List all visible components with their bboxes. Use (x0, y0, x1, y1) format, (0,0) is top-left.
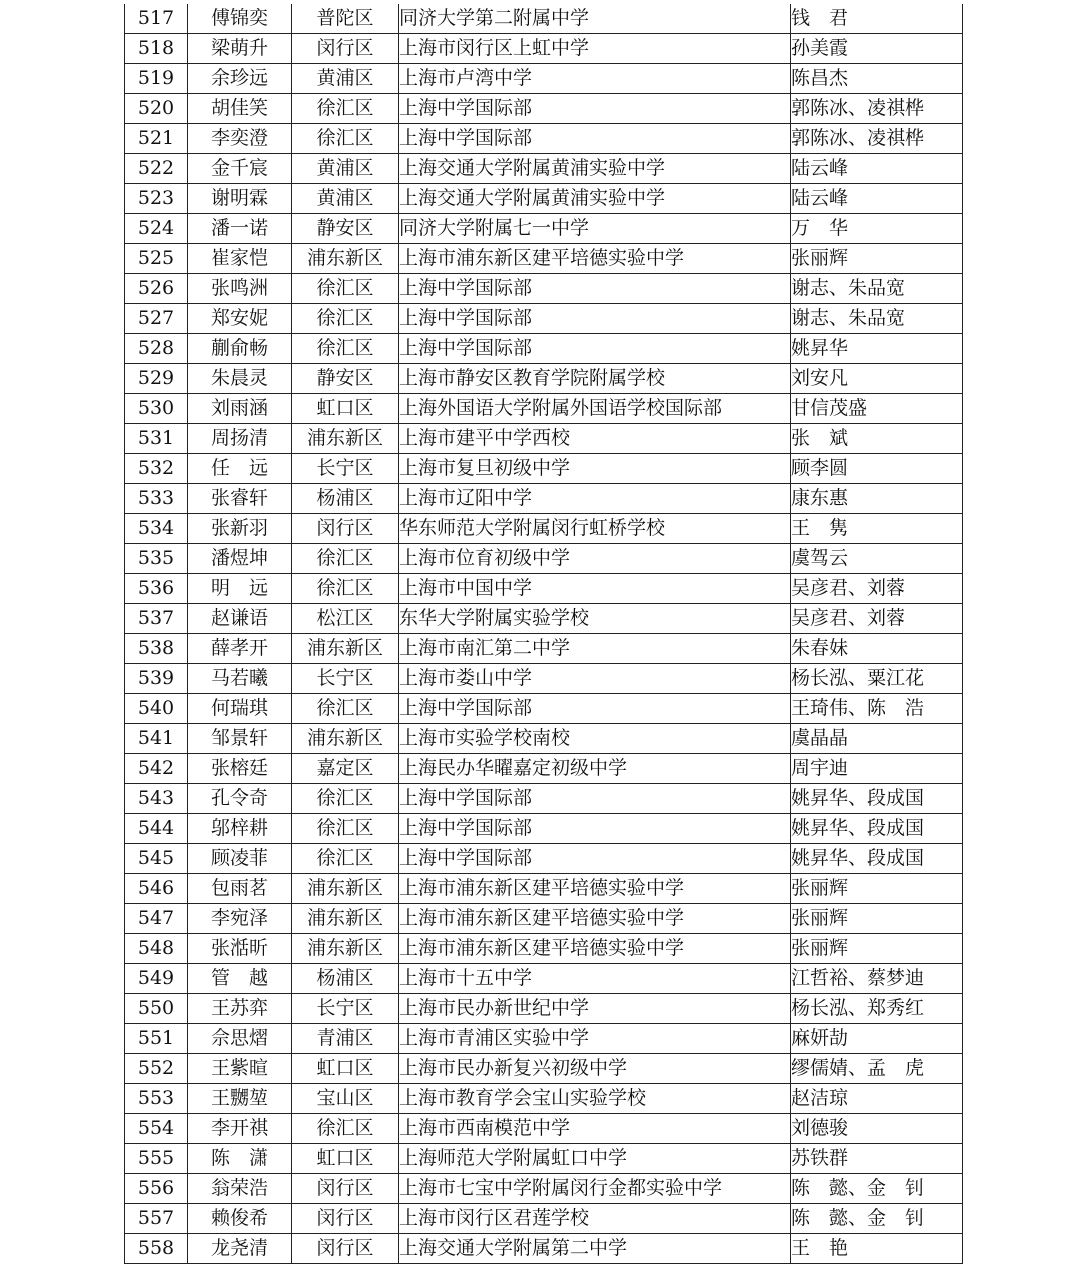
table-row (125, 304, 963, 334)
student-name-cell: 翁荣浩 (188, 1174, 292, 1204)
school-name-cell: 上海市浦东新区建平培德实验中学 (399, 874, 791, 904)
row-number-cell: 517 (125, 4, 188, 34)
row-number-cell: 547 (125, 904, 188, 934)
school-name-cell: 上海市建平中学西校 (399, 424, 791, 454)
row-number-cell: 548 (125, 934, 188, 964)
district-cell: 长宁区 (292, 454, 399, 484)
district-cell: 闵行区 (292, 1174, 399, 1204)
school-name-cell: 上海市位育初级中学 (399, 544, 791, 574)
school-name-cell: 上海市浦东新区建平培德实验中学 (399, 934, 791, 964)
table-row (125, 1084, 963, 1114)
student-name-cell: 朱晨灵 (188, 364, 292, 394)
table-row (125, 904, 963, 934)
table-row (125, 724, 963, 754)
student-name-cell: 张睿轩 (188, 484, 292, 514)
teacher-name-cell: 朱春妹 (791, 634, 963, 664)
row-number-cell: 518 (125, 34, 188, 64)
district-cell: 闵行区 (292, 1234, 399, 1264)
student-name-cell: 金千宸 (188, 154, 292, 184)
teacher-name-cell: 钱 君 (791, 4, 963, 34)
teacher-name-cell: 王 艳 (791, 1234, 963, 1264)
row-number-cell: 543 (125, 784, 188, 814)
student-name-cell: 张鸣洲 (188, 274, 292, 304)
student-name-cell: 胡佳笑 (188, 94, 292, 124)
table-row (125, 4, 963, 34)
student-name-cell: 傅锦奕 (188, 4, 292, 34)
table-row (125, 574, 963, 604)
district-cell: 青浦区 (292, 1024, 399, 1054)
district-cell: 徐汇区 (292, 574, 399, 604)
table-row (125, 1204, 963, 1234)
district-cell: 徐汇区 (292, 844, 399, 874)
teacher-name-cell: 吴彦君、刘蓉 (791, 604, 963, 634)
table-row (125, 244, 963, 274)
student-name-cell: 梁萌升 (188, 34, 292, 64)
row-number-cell: 532 (125, 454, 188, 484)
teacher-name-cell: 杨长泓、粟江花 (791, 664, 963, 694)
teacher-name-cell: 甘信茂盛 (791, 394, 963, 424)
row-number-cell: 530 (125, 394, 188, 424)
district-cell: 普陀区 (292, 4, 399, 34)
student-name-cell: 潘煜坤 (188, 544, 292, 574)
table-row (125, 754, 963, 784)
school-name-cell: 上海市卢湾中学 (399, 64, 791, 94)
teacher-name-cell: 杨长泓、郑秀红 (791, 994, 963, 1024)
table-row (125, 874, 963, 904)
district-cell: 松江区 (292, 604, 399, 634)
student-name-cell: 王苏弈 (188, 994, 292, 1024)
teacher-name-cell: 姚昇华、段成国 (791, 844, 963, 874)
teacher-name-cell: 顾李圆 (791, 454, 963, 484)
teacher-name-cell: 赵洁琼 (791, 1084, 963, 1114)
district-cell: 徐汇区 (292, 274, 399, 304)
district-cell: 浦东新区 (292, 634, 399, 664)
district-cell: 浦东新区 (292, 934, 399, 964)
student-name-cell: 李奕澄 (188, 124, 292, 154)
teacher-name-cell: 张丽辉 (791, 934, 963, 964)
school-name-cell: 上海市西南模范中学 (399, 1114, 791, 1144)
table-row (125, 124, 963, 154)
district-cell: 徐汇区 (292, 124, 399, 154)
district-cell: 徐汇区 (292, 784, 399, 814)
school-name-cell: 上海中学国际部 (399, 784, 791, 814)
district-cell: 徐汇区 (292, 814, 399, 844)
row-number-cell: 537 (125, 604, 188, 634)
student-name-cell: 谢明霖 (188, 184, 292, 214)
teacher-name-cell: 谢志、朱品宽 (791, 274, 963, 304)
teacher-name-cell: 孙美霞 (791, 34, 963, 64)
district-cell: 嘉定区 (292, 754, 399, 784)
school-name-cell: 上海交通大学附属黄浦实验中学 (399, 184, 791, 214)
teacher-name-cell: 刘安凡 (791, 364, 963, 394)
student-name-cell: 崔家恺 (188, 244, 292, 274)
row-number-cell: 536 (125, 574, 188, 604)
student-name-cell: 王嬲堃 (188, 1084, 292, 1114)
row-number-cell: 549 (125, 964, 188, 994)
teacher-name-cell: 周宇迪 (791, 754, 963, 784)
district-cell: 杨浦区 (292, 964, 399, 994)
row-number-cell: 539 (125, 664, 188, 694)
row-number-cell: 540 (125, 694, 188, 724)
district-cell: 黄浦区 (292, 184, 399, 214)
teacher-name-cell: 陈 懿、金 钊 (791, 1204, 963, 1234)
table-row (125, 1114, 963, 1144)
row-number-cell: 550 (125, 994, 188, 1024)
student-name-cell: 任 远 (188, 454, 292, 484)
teacher-name-cell: 郭陈冰、凌祺桦 (791, 124, 963, 154)
teacher-name-cell: 陈昌杰 (791, 64, 963, 94)
school-name-cell: 上海中学国际部 (399, 844, 791, 874)
district-cell: 长宁区 (292, 994, 399, 1024)
school-name-cell: 上海市教育学会宝山实验学校 (399, 1084, 791, 1114)
school-name-cell: 上海市闵行区上虹中学 (399, 34, 791, 64)
teacher-name-cell: 张丽辉 (791, 904, 963, 934)
row-number-cell: 520 (125, 94, 188, 124)
student-name-cell: 孔令奇 (188, 784, 292, 814)
district-cell: 虹口区 (292, 1054, 399, 1084)
school-name-cell: 上海市静安区教育学院附属学校 (399, 364, 791, 394)
teacher-name-cell: 陆云峰 (791, 184, 963, 214)
school-name-cell: 上海市实验学校南校 (399, 724, 791, 754)
student-name-cell: 佘思熠 (188, 1024, 292, 1054)
row-number-cell: 525 (125, 244, 188, 274)
school-name-cell: 同济大学第二附属中学 (399, 4, 791, 34)
row-number-cell: 535 (125, 544, 188, 574)
district-cell: 浦东新区 (292, 424, 399, 454)
table-row (125, 814, 963, 844)
teacher-name-cell: 麻妍劼 (791, 1024, 963, 1054)
row-number-cell: 556 (125, 1174, 188, 1204)
row-number-cell: 557 (125, 1204, 188, 1234)
school-name-cell: 上海市七宝中学附属闵行金都实验中学 (399, 1174, 791, 1204)
district-cell: 浦东新区 (292, 904, 399, 934)
teacher-name-cell: 王琦伟、陈 浩 (791, 694, 963, 724)
table-row (125, 694, 963, 724)
teacher-name-cell: 陈 懿、金 钊 (791, 1174, 963, 1204)
student-name-cell: 赖俊希 (188, 1204, 292, 1234)
row-number-cell: 524 (125, 214, 188, 244)
district-cell: 闵行区 (292, 514, 399, 544)
school-name-cell: 上海民办华曜嘉定初级中学 (399, 754, 791, 784)
row-number-cell: 521 (125, 124, 188, 154)
school-name-cell: 上海中学国际部 (399, 694, 791, 724)
teacher-name-cell: 张丽辉 (791, 874, 963, 904)
district-cell: 徐汇区 (292, 1114, 399, 1144)
teacher-name-cell: 张丽辉 (791, 244, 963, 274)
table-row (125, 34, 963, 64)
teacher-name-cell: 姚昇华、段成国 (791, 814, 963, 844)
teacher-name-cell: 刘德骏 (791, 1114, 963, 1144)
student-name-cell: 李宛泽 (188, 904, 292, 934)
teacher-name-cell: 康东惠 (791, 484, 963, 514)
row-number-cell: 541 (125, 724, 188, 754)
school-name-cell: 同济大学附属七一中学 (399, 214, 791, 244)
district-cell: 徐汇区 (292, 334, 399, 364)
district-cell: 宝山区 (292, 1084, 399, 1114)
table-row (125, 1234, 963, 1264)
student-name-cell: 薛孝开 (188, 634, 292, 664)
district-cell: 静安区 (292, 214, 399, 244)
row-number-cell: 534 (125, 514, 188, 544)
table-row (125, 364, 963, 394)
table-row (125, 394, 963, 424)
district-cell: 徐汇区 (292, 304, 399, 334)
school-name-cell: 上海市南汇第二中学 (399, 634, 791, 664)
table-row (125, 484, 963, 514)
school-name-cell: 上海市青浦区实验中学 (399, 1024, 791, 1054)
district-cell: 浦东新区 (292, 724, 399, 754)
school-name-cell: 上海市浦东新区建平培德实验中学 (399, 904, 791, 934)
school-name-cell: 上海外国语大学附属外国语学校国际部 (399, 394, 791, 424)
student-name-cell: 陈 潇 (188, 1144, 292, 1174)
student-name-cell: 郑安妮 (188, 304, 292, 334)
award-list-table (124, 4, 963, 1264)
student-name-cell: 龙尧清 (188, 1234, 292, 1264)
table-row (125, 1054, 963, 1084)
student-name-cell: 管 越 (188, 964, 292, 994)
district-cell: 静安区 (292, 364, 399, 394)
teacher-name-cell: 万 华 (791, 214, 963, 244)
row-number-cell: 551 (125, 1024, 188, 1054)
school-name-cell: 上海市民办新世纪中学 (399, 994, 791, 1024)
student-name-cell: 张新羽 (188, 514, 292, 544)
row-number-cell: 544 (125, 814, 188, 844)
table-row (125, 844, 963, 874)
school-name-cell: 上海市闵行区君莲学校 (399, 1204, 791, 1234)
student-name-cell: 张湉昕 (188, 934, 292, 964)
teacher-name-cell: 江哲裕、蔡梦迪 (791, 964, 963, 994)
school-name-cell: 上海中学国际部 (399, 814, 791, 844)
student-name-cell: 李开祺 (188, 1114, 292, 1144)
student-name-cell: 蒯俞畅 (188, 334, 292, 364)
row-number-cell: 552 (125, 1054, 188, 1084)
school-name-cell: 上海中学国际部 (399, 94, 791, 124)
district-cell: 闵行区 (292, 1204, 399, 1234)
row-number-cell: 527 (125, 304, 188, 334)
table-row (125, 154, 963, 184)
table-row (125, 454, 963, 484)
table-row (125, 64, 963, 94)
row-number-cell: 554 (125, 1114, 188, 1144)
row-number-cell: 526 (125, 274, 188, 304)
school-name-cell: 上海交通大学附属黄浦实验中学 (399, 154, 791, 184)
district-cell: 闵行区 (292, 34, 399, 64)
district-cell: 黄浦区 (292, 154, 399, 184)
school-name-cell: 上海师范大学附属虹口中学 (399, 1144, 791, 1174)
teacher-name-cell: 陆云峰 (791, 154, 963, 184)
teacher-name-cell: 虞驾云 (791, 544, 963, 574)
school-name-cell: 上海市辽阳中学 (399, 484, 791, 514)
student-name-cell: 张榕廷 (188, 754, 292, 784)
row-number-cell: 546 (125, 874, 188, 904)
table-row (125, 544, 963, 574)
table-row (125, 94, 963, 124)
student-name-cell: 赵谦语 (188, 604, 292, 634)
table-row (125, 664, 963, 694)
student-name-cell: 周扬清 (188, 424, 292, 454)
table-row (125, 1174, 963, 1204)
school-name-cell: 上海市民办新复兴初级中学 (399, 1054, 791, 1084)
table-row (125, 274, 963, 304)
table-row (125, 934, 963, 964)
school-name-cell: 上海市复旦初级中学 (399, 454, 791, 484)
school-name-cell: 上海中学国际部 (399, 124, 791, 154)
row-number-cell: 538 (125, 634, 188, 664)
teacher-name-cell: 郭陈冰、凌祺桦 (791, 94, 963, 124)
row-number-cell: 555 (125, 1144, 188, 1174)
table-row (125, 634, 963, 664)
teacher-name-cell: 姚昇华 (791, 334, 963, 364)
table-row (125, 604, 963, 634)
row-number-cell: 558 (125, 1234, 188, 1264)
district-cell: 浦东新区 (292, 244, 399, 274)
school-name-cell: 上海市十五中学 (399, 964, 791, 994)
student-name-cell: 何瑞琪 (188, 694, 292, 724)
district-cell: 徐汇区 (292, 94, 399, 124)
student-name-cell: 明 远 (188, 574, 292, 604)
table-row (125, 424, 963, 454)
district-cell: 徐汇区 (292, 694, 399, 724)
school-name-cell: 上海中学国际部 (399, 304, 791, 334)
student-name-cell: 邬梓耕 (188, 814, 292, 844)
row-number-cell: 533 (125, 484, 188, 514)
student-name-cell: 包雨茗 (188, 874, 292, 904)
table-row (125, 1024, 963, 1054)
school-name-cell: 上海中学国际部 (399, 334, 791, 364)
teacher-name-cell: 苏铁群 (791, 1144, 963, 1174)
teacher-name-cell: 吴彦君、刘蓉 (791, 574, 963, 604)
teacher-name-cell: 虞晶晶 (791, 724, 963, 754)
district-cell: 徐汇区 (292, 544, 399, 574)
row-number-cell: 523 (125, 184, 188, 214)
row-number-cell: 522 (125, 154, 188, 184)
school-name-cell: 东华大学附属实验学校 (399, 604, 791, 634)
student-name-cell: 余珍远 (188, 64, 292, 94)
row-number-cell: 528 (125, 334, 188, 364)
school-name-cell: 上海交通大学附属第二中学 (399, 1234, 791, 1264)
district-cell: 杨浦区 (292, 484, 399, 514)
district-cell: 黄浦区 (292, 64, 399, 94)
teacher-name-cell: 谢志、朱品宽 (791, 304, 963, 334)
row-number-cell: 545 (125, 844, 188, 874)
table-row (125, 784, 963, 814)
student-name-cell: 潘一诺 (188, 214, 292, 244)
row-number-cell: 542 (125, 754, 188, 784)
table-row (125, 994, 963, 1024)
student-name-cell: 刘雨涵 (188, 394, 292, 424)
teacher-name-cell: 姚昇华、段成国 (791, 784, 963, 814)
district-cell: 浦东新区 (292, 874, 399, 904)
table-row (125, 214, 963, 244)
row-number-cell: 529 (125, 364, 188, 394)
teacher-name-cell: 张 斌 (791, 424, 963, 454)
student-name-cell: 邹景轩 (188, 724, 292, 754)
student-name-cell: 顾凌菲 (188, 844, 292, 874)
school-name-cell: 上海市中国中学 (399, 574, 791, 604)
school-name-cell: 华东师范大学附属闵行虹桥学校 (399, 514, 791, 544)
row-number-cell: 519 (125, 64, 188, 94)
table-row (125, 964, 963, 994)
district-cell: 虹口区 (292, 394, 399, 424)
student-name-cell: 王紫暄 (188, 1054, 292, 1084)
district-cell: 长宁区 (292, 664, 399, 694)
teacher-name-cell: 王 隽 (791, 514, 963, 544)
table-row (125, 184, 963, 214)
table-body (125, 4, 963, 1264)
school-name-cell: 上海市浦东新区建平培德实验中学 (399, 244, 791, 274)
table-row (125, 514, 963, 544)
row-number-cell: 531 (125, 424, 188, 454)
table-row (125, 334, 963, 364)
school-name-cell: 上海中学国际部 (399, 274, 791, 304)
teacher-name-cell: 缪儒婧、孟 虎 (791, 1054, 963, 1084)
table-row (125, 1144, 963, 1174)
student-name-cell: 马若曦 (188, 664, 292, 694)
district-cell: 虹口区 (292, 1144, 399, 1174)
row-number-cell: 553 (125, 1084, 188, 1114)
school-name-cell: 上海市娄山中学 (399, 664, 791, 694)
